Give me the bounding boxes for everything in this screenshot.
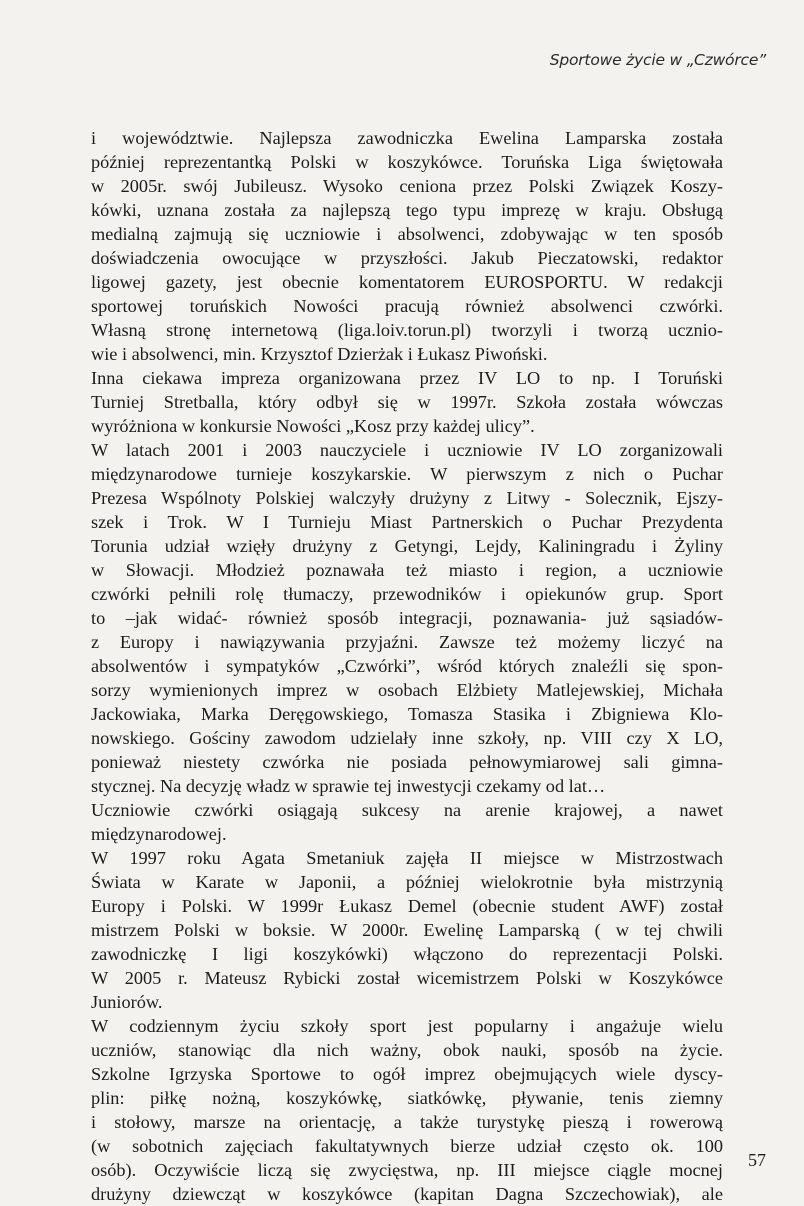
text-line: (w sobotnich zajęciach fakultatywnych bierze udział często ok. 100 [91,1136,723,1156]
running-header: Sportowe życie w „Czwórce” [549,51,766,69]
text-line: mistrzem Polski w boksie. W 2000r. Ewelinę Lamparską ( w tej chwili [91,920,723,940]
text-line: Uczniowie czwórki osiągają sukcesy na arenie krajowej, a nawet [91,800,723,820]
text-line: z Europy i nawiązywania przyjaźni. Zawsze też możemy liczyć na [91,632,723,652]
text-line: międzynarodowe turnieje koszykarskie. W pierwszym z nich o Puchar [91,464,723,484]
text-line: Jackowiaka, Marka Deręgowskiego, Tomasza Stasika i Zbigniewa Klo- [91,704,723,724]
text-line: w Słowacji. Młodzież poznawała też miasto i region, a uczniowie [91,560,723,580]
text-line: później reprezentantką Polski w koszykówce. Toruńska Liga świętowała [91,152,723,172]
text-line: Turniej Stretballa, który odbył się w 1997r. Szkoła została wówczas [91,392,723,412]
text-line: szek i Trok. W I Turnieju Miast Partnerskich o Puchar Prezydenta [91,512,723,532]
text-line: i województwie. Najlepsza zawodniczka Ewelina Lamparska została [91,128,723,148]
text-line: uczniów, stanowiąc dla nich ważny, obok nauki, sposób na życie. [91,1040,723,1060]
text-line: Torunia udział wzięły drużyny z Getyngi, Lejdy, Kaliningradu i Żyliny [91,536,723,556]
text-line: W 1997 roku Agata Smetaniuk zajęła II miejsce w Mistrzostwach [91,848,723,868]
text-line: absolwentów i sympatyków „Czwórki”, wśród których znaleźli się spon- [91,656,723,676]
text-line: Własną stronę internetową (liga.loiv.torun.pl) tworzyli i tworzą ucznio- [91,320,723,340]
text-line: nowskiego. Gościny zawodom udzielały inne szkoły, np. VIII czy X LO, [91,728,723,748]
text-line: ponieważ niestety czwórka nie posiada pełnowymiarowej sali gimna- [91,752,723,772]
text-line: Inna ciekawa impreza organizowana przez IV LO to np. I Toruński [91,368,723,388]
text-line: Prezesa Wspólnoty Polskiej walczyły drużyny z Litwy - Solecznik, Ejszy- [91,488,723,508]
text-line: ligowej gazety, jest obecnie komentatorem EUROSPORTU. W redakcji [91,272,723,292]
text-line: sportowej toruńskich Nowości pracują również absolwenci czwórki. [91,296,723,316]
text-line: drużyny dziewcząt w koszykówce (kapitan Dagna Szczechowiak), ale [91,1184,723,1204]
text-line: Szkolne Igrzyska Sportowe to ogół imprez obejmujących wiele dyscy- [91,1064,723,1084]
text-line: i stołowy, marsze na orientację, a także turystykę pieszą i rowerową [91,1112,723,1132]
text-line: kówki, uznana została za najlepszą tego typu imprezę w kraju. Obsługą [91,200,723,220]
text-line: sorzy wymienionych imprez w osobach Elżbiety Matlejewskiej, Michała [91,680,723,700]
text-line: czwórki pełnili rolę tłumaczy, przewodników i opiekunów grup. Sport [91,584,723,604]
text-line: Juniorów. [91,992,163,1012]
page-number: 57 [748,1150,766,1170]
text-line: Europy i Polski. W 1999r Łukasz Demel (obecnie student AWF) został [91,896,723,916]
text-line: doświadczenia owocujące w przyszłości. Jakub Pieczatowski, redaktor [91,248,723,268]
text-line: W 2005 r. Mateusz Rybicki został wicemistrzem Polski w Koszykówce [91,968,723,988]
text-line: medialną zajmują się uczniowie i absolwenci, zdobywając w ten sposób [91,224,723,244]
body-text [91,126,723,1206]
text-line: W codziennym życiu szkoły sport jest popularny i angażuje wielu [91,1016,723,1036]
text-line: to –jak widać- również sposób integracji, poznawania- już sąsiadów- [91,608,723,628]
text-line: zawodniczkę I ligi koszykówki) włączono do reprezentacji Polski. [91,944,723,964]
text-line: osób). Oczywiście liczą się zwycięstwa, np. III miejsce ciągle mocnej [91,1160,723,1180]
text-line: w 2005r. swój Jubileusz. Wysoko ceniona przez Polski Związek Koszy- [91,176,723,196]
text-line: plin: piłkę nożną, koszykówkę, siatkówkę, pływanie, tenis ziemny [91,1088,723,1108]
text-line: międzynarodowej. [91,824,227,844]
text-line: W latach 2001 i 2003 nauczyciele i uczniowie IV LO zorganizowali [91,440,723,460]
text-line: stycznej. Na decyzję władz w sprawie tej inwestycji czekamy od lat… [91,776,606,796]
text-line: wie i absolwenci, min. Krzysztof Dzierżak i Łukasz Piwoński. [91,344,548,364]
text-line: wyróżniona w konkursie Nowości „Kosz przy każdej ulicy”. [91,416,535,436]
text-line: Świata w Karate w Japonii, a później wielokrotnie była mistrzynią [91,872,723,892]
